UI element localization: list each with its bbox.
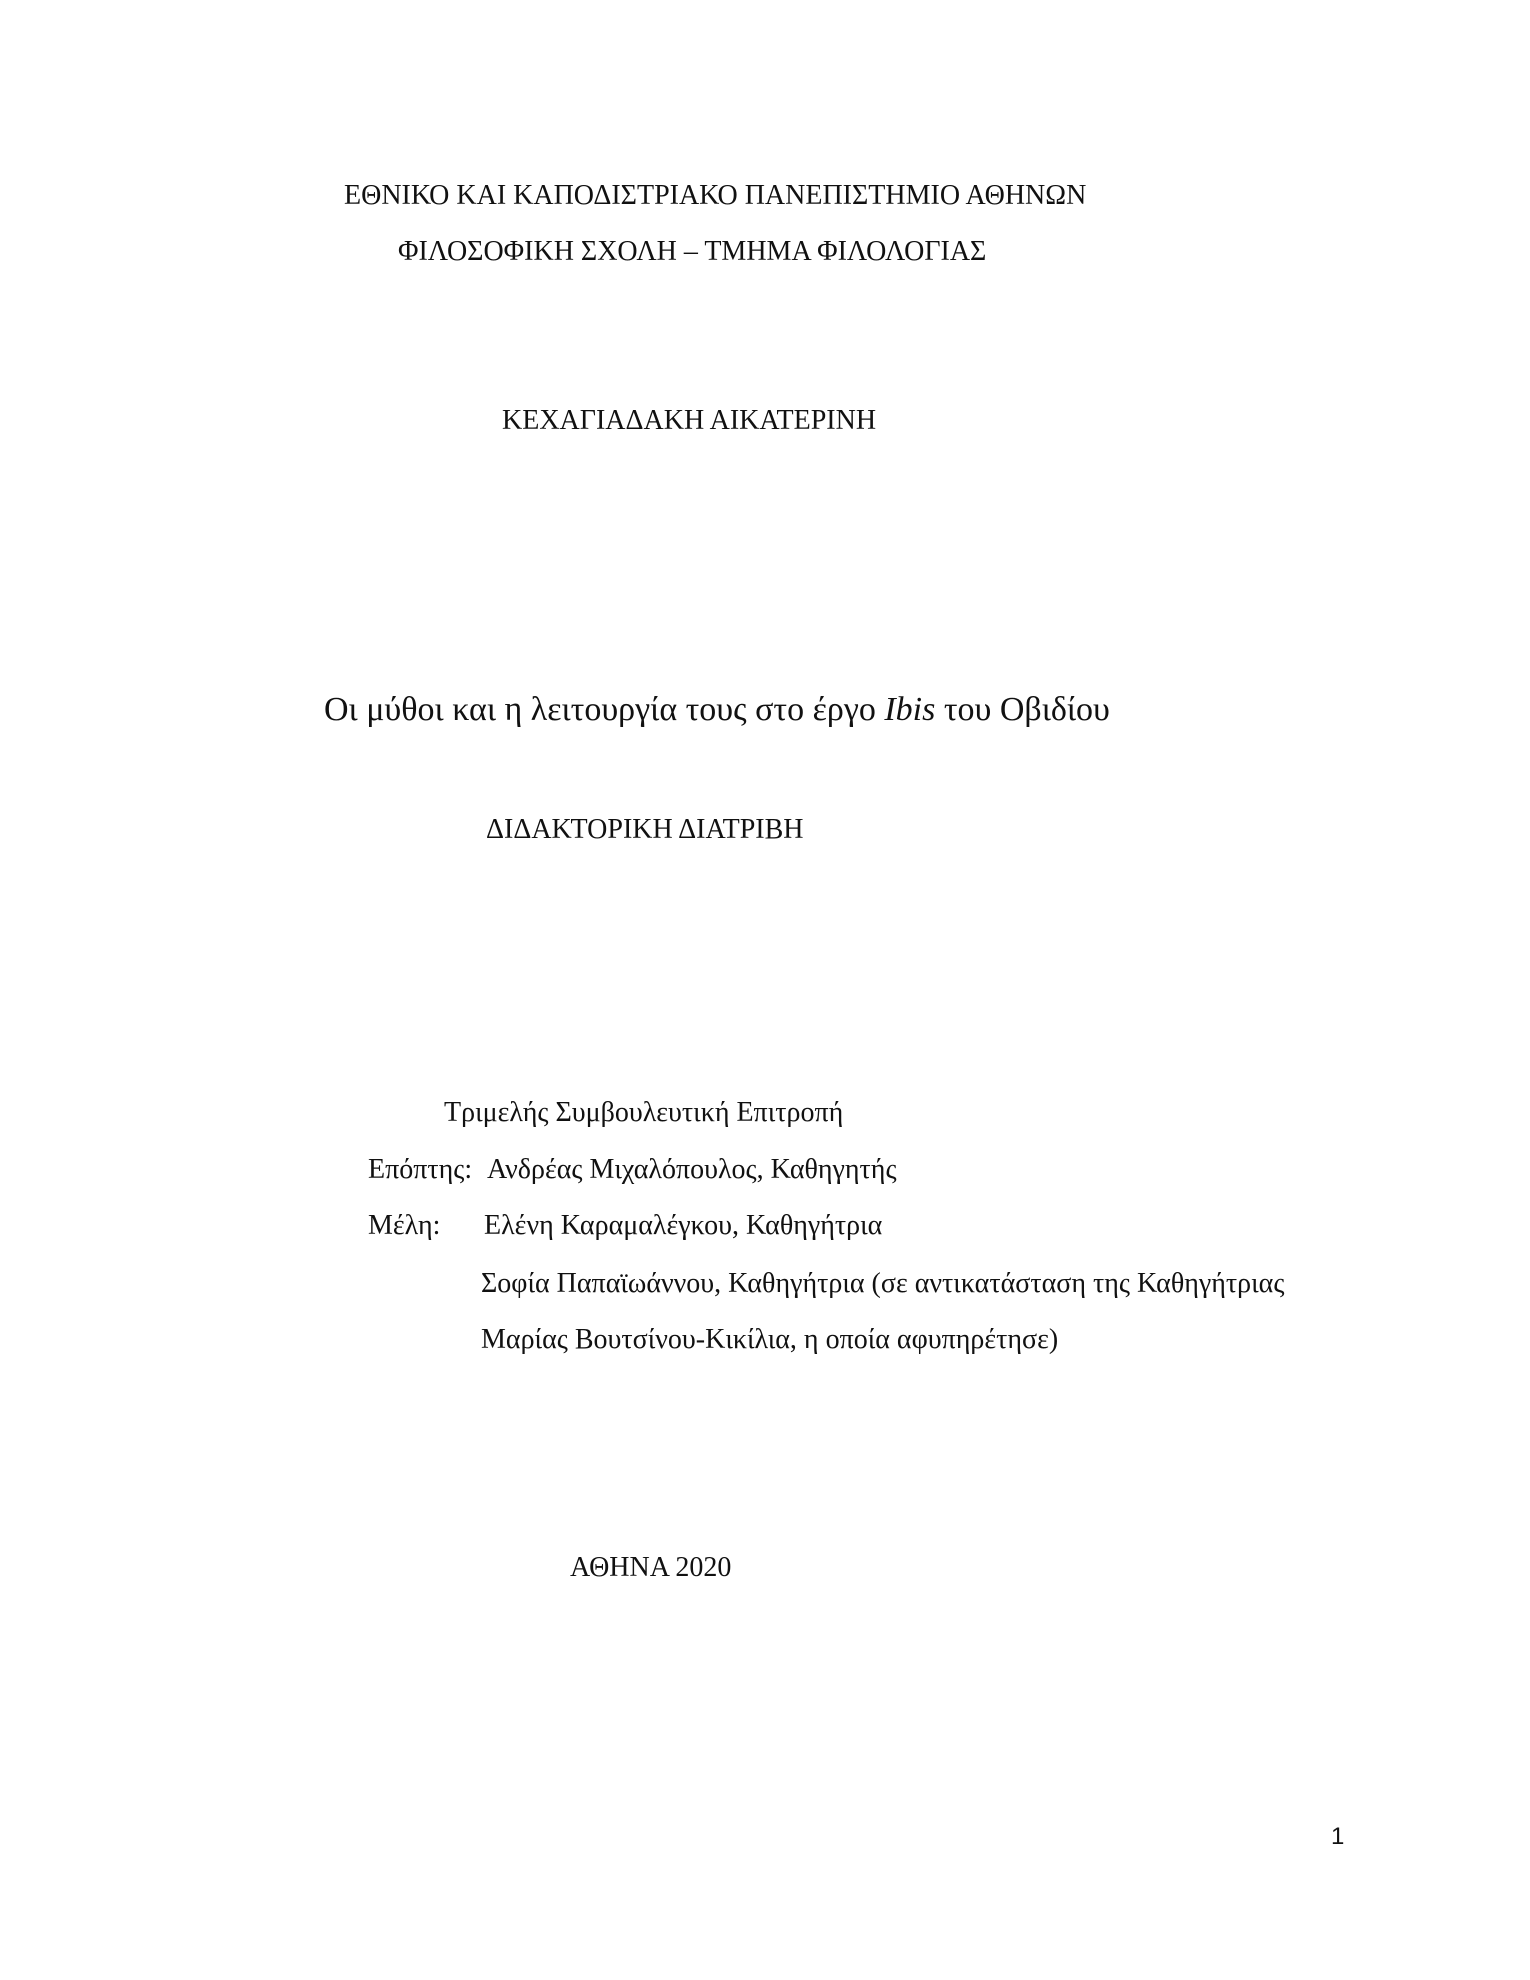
thesis-title-part-1: Οι μύθοι και η λειτουργία τους στο έργο bbox=[324, 691, 885, 728]
thesis-title-italic: Ibis bbox=[884, 691, 936, 728]
page-number: 1 bbox=[1331, 1823, 1345, 1850]
university-name: ΕΘΝΙΚΟ ΚΑΙ ΚΑΠΟΔΙΣΤΡΙΑΚΟ ΠΑΝΕΠΙΣΤΗΜΙΟ ΑΘΗΝΩΝ bbox=[344, 180, 1087, 211]
place-year: ΑΘΗΝΑ 2020 bbox=[570, 1552, 732, 1583]
author-name: ΚΕΧΑΓΙΑΔΑΚΗ ΑΙΚΑΤΕΡΙΝΗ bbox=[502, 405, 877, 436]
member-1: Ελένη Καραμαλέγκου, Καθηγήτρια bbox=[484, 1210, 883, 1241]
member-2-line-1: Σοφία Παπαϊωάννου, Καθηγήτρια (σε αντικατάσταση της Καθηγήτριας bbox=[481, 1268, 1285, 1299]
supervisor-label: Επόπτης: bbox=[368, 1154, 473, 1185]
members-label: Μέλη: bbox=[368, 1210, 441, 1241]
committee-heading: Τριμελής Συμβουλευτική Επιτροπή bbox=[444, 1097, 844, 1128]
supervisor-name: Ανδρέας Μιχαλόπουλος, Καθηγητής bbox=[487, 1154, 897, 1185]
thesis-title-part-2: του Οβιδίου bbox=[935, 691, 1110, 728]
thesis-title bbox=[324, 690, 1110, 730]
document-type: ΔΙΔΑΚΤΟΡΙΚΗ ΔΙΑΤΡΙΒΗ bbox=[486, 814, 804, 845]
school-department: ΦΙΛΟΣΟΦΙΚΗ ΣΧΟΛΗ – ΤΜΗΜΑ ΦΙΛΟΛΟΓΙΑΣ bbox=[398, 236, 987, 267]
member-2-line-2: Μαρίας Βουτσίνου-Κικίλια, η οποία αφυπηρέτησε) bbox=[481, 1324, 1059, 1355]
